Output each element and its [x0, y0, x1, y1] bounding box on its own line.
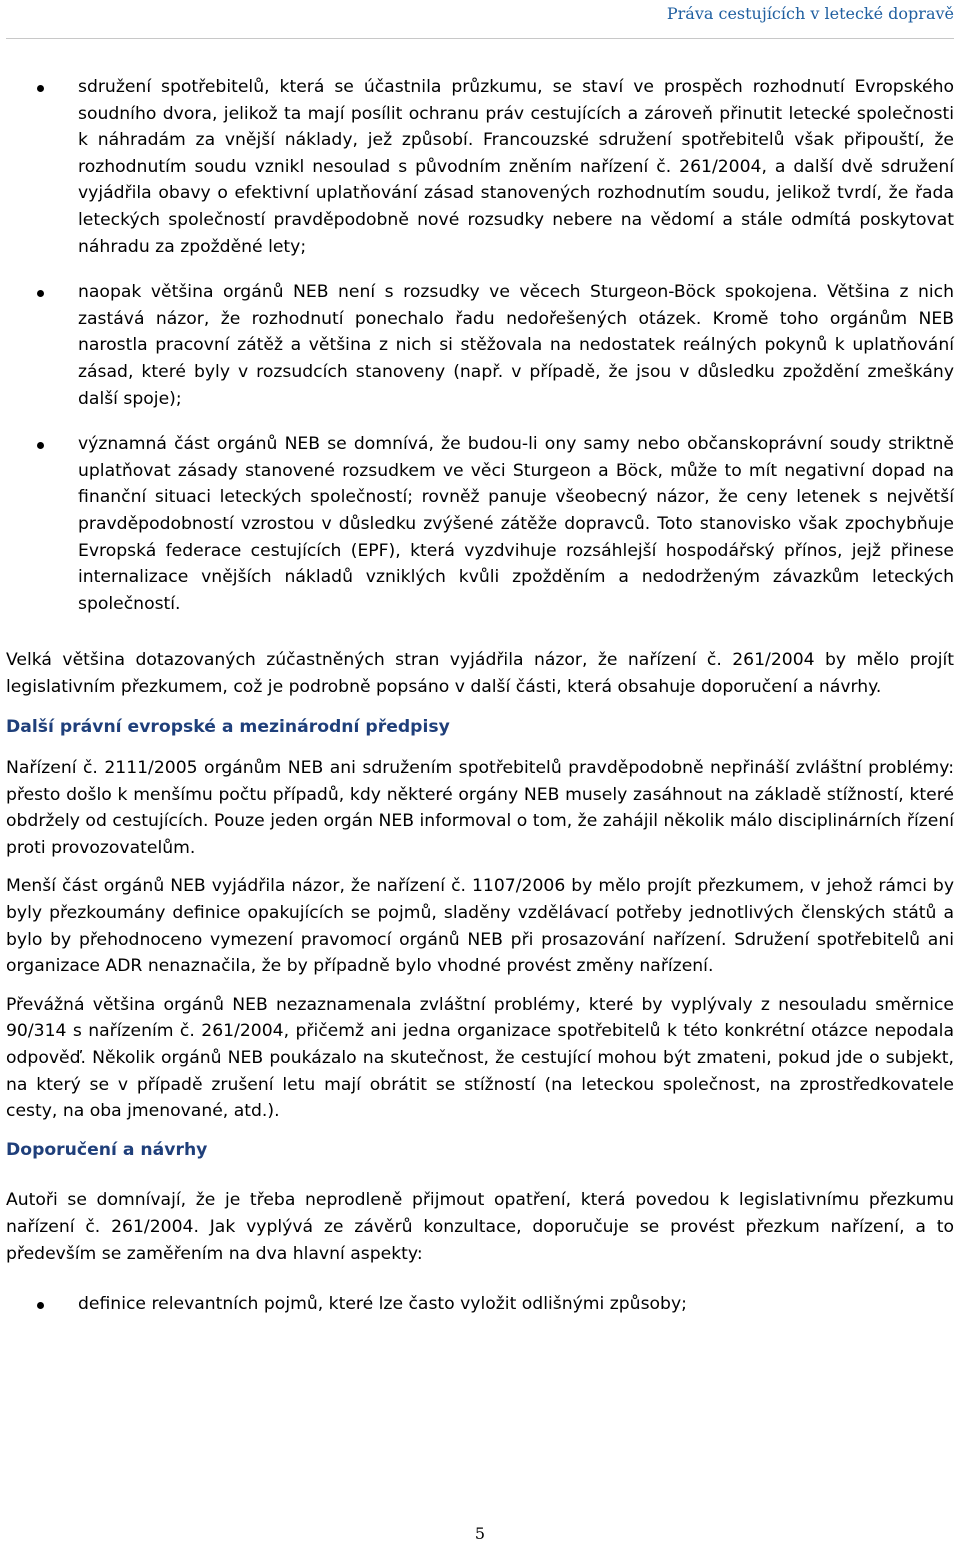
section-heading: Doporučení a návrhy [6, 1139, 208, 1160]
paragraph: Menší část orgánů NEB vyjádřila názor, že nařízení č. 1107/2006 by mělo projít přezkumem, v jehož rámci by byly přezkoumány definice opakujících se pojmů, sladěny vzdělávací potřeby jednotlivých členských států a bylo by přehodnoceno vymezení pravomocí orgánů NEB při prosazování nařízení. Sdružení spotřebitelů ani organizace ADR nenaznačila, že by případně bylo vhodné provést změny nařízení. [6, 876, 954, 977]
list-item [6, 74, 954, 260]
list-item-text: významná část orgánů NEB se domnívá, že budou-li ony samy nebo občanskoprávní soudy striktně uplatňovat zásady stanovené rozsudkem ve věci Sturgeon a Böck, může to mít negativní dopad na finanční situaci leteckých společností; rovněž panuje všeobecný názor, že ceny letenek s největší pravděpodobností vzrostou v důsledku zvýšené zátěže dopravců. Toto stanovisko však zpochybňuje Evropská federace cestujících (EPF), která vyzdvihuje rozsáhlejší hospodářský přínos, jejž přinese internalizace vnějších nákladů vzniklých kvůli zpožděním a nedodrženým závazkům leteckých společností. [78, 434, 954, 614]
list-item-text: sdružení spotřebitelů, která se účastnila průzkumu, se staví ve prospěch rozhodnutí Evropského soudního dvora, jelikož ta mají posílit ochranu práv cestujících a zároveň přinutit letecké společnosti k náhradám za vnější náklady, jež způsobí. Francouzské sdružení spotřebitelů však připouští, že rozhodnutím soudu vznikl nesoulad s původním zněním nařízení č. 261/2004, a další dvě sdružení vyjádřila obavy o efektivní uplatňování zásad stanovených rozhodnutím soudu, jelikož tvrdí, že řada leteckých společností pravděpodobně nové rozsudky nebere na vědomí a stále odmítá poskytovat náhradu za zpožděné lety; [78, 77, 954, 257]
paragraph: Převážná většina orgánů NEB nezaznamenala zvláštní problémy, které by vyplývaly z nesouladu směrnice 90/314 s nařízením č. 261/2004, přičemž ani jedna organizace spotřebitelů k této konkrétní otázce nepodala odpověď. Několik orgánů NEB poukázalo na skutečnost, že cestující mohou být zmateni, pokud jde o subjekt, na který se v případě zrušení letu mají obrátit se stížností (na leteckou společnost, na zprostředkovatele cesty, na oba jmenované, atd.). [6, 994, 954, 1122]
section-heading: Další právní evropské a mezinárodní předpisy [6, 717, 450, 738]
bullet-icon [37, 1302, 44, 1309]
list-item [6, 1291, 954, 1318]
list-item [6, 431, 954, 617]
page-body [6, 74, 954, 1318]
bullet-list-findings [6, 74, 954, 617]
list-item [6, 279, 954, 412]
bullet-icon [37, 85, 44, 92]
list-item-text: definice relevantních pojmů, které lze často vyložit odlišnými způsoby; [78, 1294, 687, 1315]
bullet-icon [37, 290, 44, 297]
page-number: 5 [474, 1524, 486, 1543]
list-item-text: naopak většina orgánů NEB není s rozsudky ve věcech Sturgeon-Böck spokojena. Většina z nich zastává názor, že rozhodnutí ponechalo řadu nedořešených otázek. Kromě toho orgánům NEB narostla pracovní zátěž a většina z nich si stěžovala na nedostatek reálných pokynů k uplatňování zásad, které byly v rozsudcích stanoveny (např. v případě, že jsou v důsledku zpoždění zmeškány další spoje); [78, 282, 954, 409]
paragraph: Autoři se domnívají, že je třeba neprodleně přijmout opatření, která povedou k legislativnímu přezkumu nařízení č. 261/2004. Jak vyplývá ze závěrů konzultace, doporučuje se provést přezkum nařízení, a to především se zaměřením na dva hlavní aspekty: [6, 1190, 954, 1264]
running-header: Práva cestujících v letecké dopravě [666, 4, 954, 23]
paragraph: Velká většina dotazovaných zúčastněných stran vyjádřila názor, že nařízení č. 261/2004 by mělo projít legislativním přezkumem, což je podrobně popsáno v další části, která obsahuje doporučení a návrhy. [6, 650, 954, 697]
bullet-icon [37, 442, 44, 449]
bullet-list-aspects [6, 1291, 954, 1318]
paragraph: Nařízení č. 2111/2005 orgánům NEB ani sdružením spotřebitelů pravděpodobně nepřináší zvláštní problémy: přesto došlo k menšímu počtu případů, kdy některé orgány NEB musely zasáhnout na základě stížností, které obdržely od cestujících. Pouze jeden orgán NEB informoval o tom, že zahájil několik málo disciplinárních řízení proti provozovatelům. [6, 758, 954, 858]
header-rule [6, 38, 954, 39]
